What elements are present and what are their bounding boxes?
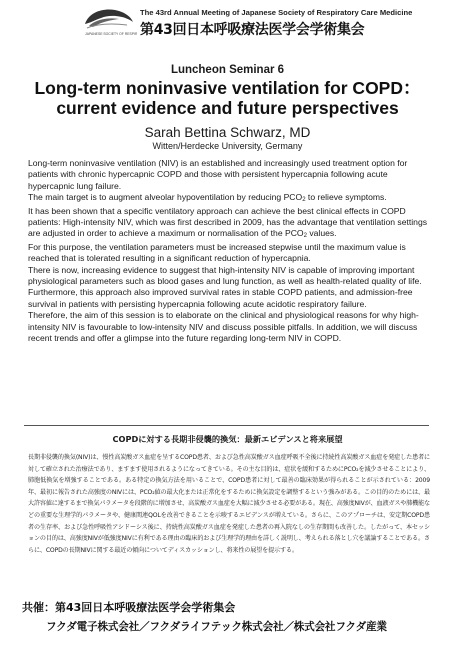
abstract-paragraph: For this purpose, the ventilation parameters must be increased stepwise until the maximum value is reached that is tolerated resulting in a significant reduction of hypercapnia.: [28, 241, 406, 264]
meeting-name-en: The 43rd Annual Meeting of Japanese Society of Respiratory Care Medicine: [140, 8, 413, 17]
speaker-affiliation: Witten/Herdecke University, Germany: [152, 141, 303, 151]
abstract-paragraph: Therefore, the aim of this session is to elaborate on the clinical and physiological reasons for why high-intensity NIV is favourable to low-intensity NIV and discuss possible pitfalls. In addition, we will discuss recent trends and offer a glimpse into the future regarding long-term NIV in COPD.: [28, 310, 419, 344]
header: [0, 0, 455, 44]
logo-caption: JAPANESE SOCIETY OF RESPIR: [85, 32, 137, 36]
seminar-title: [0, 78, 455, 118]
abstract-paragraph: The main target is to augment alveolar hypoventilation by reducing $PCO_2$ to relieve symptoms.: [28, 192, 387, 204]
abstract-paragraph: It has been shown that a specific ventilatory approach can achieve the best clinical effects in COPD patients: High-intensity NIV, which was first described in 2009, has the advantage that ventilation settings are adjusted in order to achieve a maximum or normalisation of the $PCO_2$ values.: [28, 205, 428, 240]
speaker-name: Sarah Bettina Schwarz, MD: [144, 125, 311, 140]
abstract-paragraph: Long-term noninvasive ventilation (NIV) is an established and increasingly used treatment option for patients with chronic hypercapnic COPD and those with persistent hypercapnia following acute hypercapnic lung failure.: [28, 158, 408, 191]
seminar-label: Luncheon Seminar 6: [170, 64, 285, 76]
society-logo-icon: [81, 4, 137, 40]
abstract-paragraph: Furthermore, this approach also improved survival rates in stable COPD patients, and admission-free survival in patients with persisting hypercapnia following acute acidotic respiratory failure.: [28, 287, 413, 309]
section-divider: [24, 425, 429, 426]
seminar-title-line-1: Long-term noninvasive ventilation for COPD：: [34, 78, 421, 98]
co-sponsor: 共催：第43回日本呼吸療法医学会学術集会: [22, 601, 236, 614]
sponsor-companies: フクダ電子株式会社／フクダライフテック株式会社／株式会社フクダ産業: [46, 621, 387, 633]
meeting-name-ja: 第43回日本呼吸療法医学会学術集会: [140, 22, 365, 38]
english-abstract: [28, 158, 430, 345]
japanese-title: COPDに対する長期非侵襲的換気：最新エビデンスと将来展望: [112, 434, 343, 444]
abstract-paragraph: There is now, increasing evidence to suggest that high-intensity NIV is capable of improving important physiological parameters such as blood gases and lung function, as well as health-related quality of life.: [28, 264, 422, 287]
japanese-abstract: 長期非侵襲的換気(NIV)は、慢性高炭酸ガス血症を呈するCOPD患者、および急性高炭酸ガス血症呼吸不全後に持続性高炭酸ガス血症を発症した患者に対して確立された治療法であり、ますます使用されるようになってきている。その主な目的は、症状を緩和するためにPCO₂を減少させることにより、肺胞低換気を増強することである。ある特定の換気方法を用いることで、COPD患者に対して最善の臨床効果が得られることが示されている：2009年、最初に報告された高強度のNIVには、PCO₂値の最大化または正常化をするために換気設定を調整するという強みがある。この目的のためには、最大許容値に達するまで換気パラメータを段階的に増加させ、高炭酸ガス血症を大幅に減少させる必要がある。現在、高強度NIVが、血液ガスや肺機能などの重要な生理学的パラメータや、健康関連QOLを改善できることを示唆するエビデンスが増えている。さらに、このアプローチは、安定期COPD患者の生存率、および急性呼吸性アシドーシス後に、持続性高炭酸ガス血症を発症した患者の再入院なしの生存期間も改善した。したがって、本セッションの目的は、高強度NIVが低強度NIVに有利である理由の臨床的および生理学的理由を詳しく説明し、考えられる落とし穴を議論することである。さらに、COPDの長期NIVに関する最近の傾向についてディスカッションし、将来性の展望を提示する。: [28, 454, 430, 554]
seminar-title-line-2: current evidence and future perspectives: [56, 98, 399, 118]
